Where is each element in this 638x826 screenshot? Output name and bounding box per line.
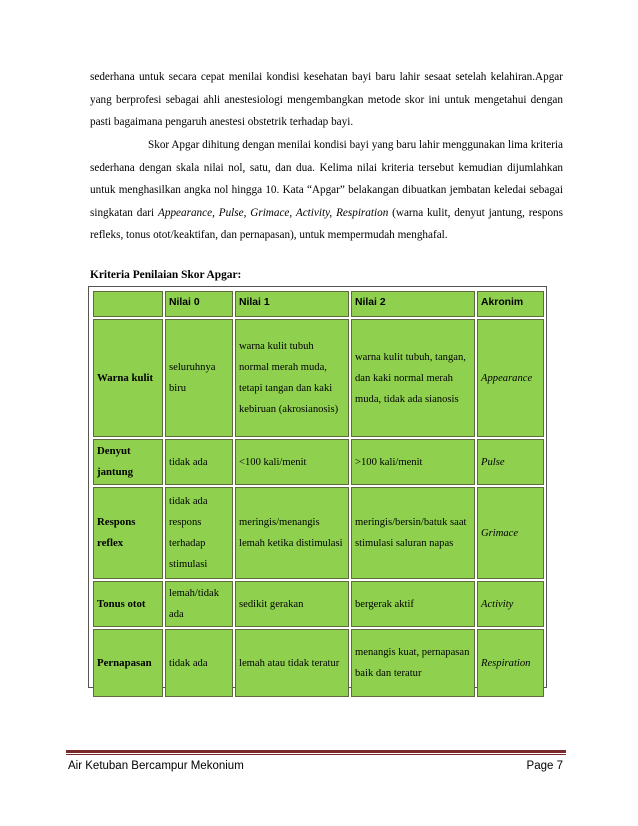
header-cell-nilai0: Nilai 0 [165,291,233,317]
table-row [93,319,544,437]
cell-nilai2: >100 kali/menit [351,439,475,485]
cell-akronim: Appearance [477,319,544,437]
table-row [93,629,544,697]
cell-nilai0: tidak ada [165,629,233,697]
row-label-tonus-otot: Tonus otot [93,581,163,627]
cell-nilai2: bergerak aktif [351,581,475,627]
paragraph-apgar-tail: (warna kulit, denyut jantung, respons refleks, tonus otot/keaktifan, dan pernapasan), untuk mempermudah menghafal. [90,206,563,242]
cell-nilai1: <100 kali/menit [235,439,349,485]
cell-akronim: Grimace [477,487,544,579]
table-heading: Kriteria Penilaian Skor Apgar: [90,269,242,281]
table-row [93,581,544,627]
cell-nilai2: meringis/bersin/batuk saat stimulasi saluran napas [351,487,475,579]
cell-nilai0: tidak ada [165,439,233,485]
table-row [93,439,544,485]
apgar-table-frame [88,286,547,688]
header-cell-empty [93,291,163,317]
cell-akronim: Pulse [477,439,544,485]
cell-nilai0: lemah/tidak ada [165,581,233,627]
row-label-warna-kulit: Warna kulit [93,319,163,437]
header-cell-akronim: Akronim [477,291,544,317]
cell-nilai1: sedikit gerakan [235,581,349,627]
paragraph-apgar-terms: Appearance, Pulse, Grimace, Activity, Respiration [158,206,389,219]
table-header-row [93,291,544,317]
table-row [93,487,544,579]
apgar-table [91,289,546,699]
row-label-pernapasan: Pernapasan [93,629,163,697]
footer-rule-thin [66,754,566,755]
cell-akronim: Activity [477,581,544,627]
paragraph-intro: sederhana untuk secara cepat menilai kondisi kesehatan bayi baru lahir sesaat setelah kelahiran.Apgar yang berprofesi sebagai ahli anestesiologi mengembangkan metode skor ini untuk mengetahui dengan pasti bagaimana pengaruh anestesi obstetrik terhadap bayi. [90,71,563,129]
cell-nilai2: menangis kuat, pernapasan baik dan teratur [351,629,475,697]
header-cell-nilai2: Nilai 2 [351,291,475,317]
cell-nilai1: meringis/menangis lemah ketika distimulasi [235,487,349,579]
paragraph-apgar-text: Skor Apgar dihitung dengan menilai kondisi bayi yang baru lahir menggunakan lima kriteria sederhana dengan skala nilai nol, satu, dan dua. Kelima nilai kriteria tersebut kemudian dijumlahkan untuk menghasilkan angka nol hingga 10. Kata “Apgar” belakangan dibuatkan jembatan keledai sebagai singkatan dari [90,139,563,219]
paragraph-apgar [90,134,563,247]
cell-nilai1: warna kulit tubuh normal merah muda, tetapi tangan dan kaki kebiruan (akrosianosis) [235,319,349,437]
cell-akronim: Respiration [477,629,544,697]
cell-nilai0: tidak ada respons terhadap stimulasi [165,487,233,579]
row-label-respons-reflex: Respons reflex [93,487,163,579]
header-cell-nilai1: Nilai 1 [235,291,349,317]
cell-nilai1: lemah atau tidak teratur [235,629,349,697]
row-label-denyut-jantung: Denyut jantung [93,439,163,485]
cell-nilai0: seluruhnya biru [165,319,233,437]
footer-rule [66,750,566,753]
footer-title: Air Ketuban Bercampur Mekonium [68,760,244,772]
cell-nilai2: warna kulit tubuh, tangan, dan kaki normal merah muda, tidak ada sianosis [351,319,475,437]
page-number: Page 7 [526,760,563,772]
